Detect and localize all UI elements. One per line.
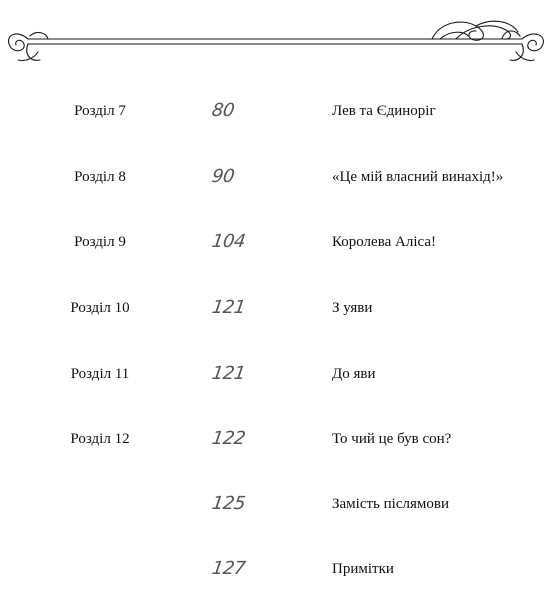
chapter-title: Замість післямови xyxy=(332,496,449,512)
chapter-title: До яви xyxy=(332,366,376,382)
chapter-title: Примітки xyxy=(332,561,394,577)
chapter-title: Лев та Єдиноріг xyxy=(332,103,436,119)
chapter-title: З уяви xyxy=(332,300,373,316)
toc-entry-notes[interactable] xyxy=(0,554,554,584)
page-number: 122 xyxy=(210,428,247,449)
page-number: 121 xyxy=(210,363,247,384)
toc-entry-chapter-9[interactable] xyxy=(0,227,554,257)
chapter-label: Розділ 7 xyxy=(74,103,126,119)
chapter-label: Розділ 8 xyxy=(74,169,126,185)
page-number: 80 xyxy=(210,100,236,121)
chapter-title: Королева Аліса! xyxy=(332,234,436,250)
page-number: 127 xyxy=(210,558,247,579)
toc-entry-chapter-11[interactable] xyxy=(0,359,554,389)
page-number: 121 xyxy=(210,297,247,318)
chapter-label: Розділ 9 xyxy=(74,234,126,250)
toc-entry-chapter-7[interactable] xyxy=(0,96,554,126)
page-number: 125 xyxy=(210,493,247,514)
page-number: 90 xyxy=(210,166,236,187)
toc-entry-chapter-8[interactable] xyxy=(0,162,554,192)
chapter-label: Розділ 11 xyxy=(70,366,130,382)
chapter-label: Розділ 12 xyxy=(70,431,130,447)
chapter-title: То чий це був сон? xyxy=(332,431,452,447)
chapter-label: Розділ 10 xyxy=(70,300,130,316)
chapter-title: «Це мій власний винахід!» xyxy=(332,169,504,185)
toc-entry-chapter-10[interactable] xyxy=(0,293,554,323)
toc-entry-afterword[interactable] xyxy=(0,489,554,519)
toc-entry-chapter-12[interactable] xyxy=(0,424,554,454)
page-number: 104 xyxy=(210,231,247,252)
